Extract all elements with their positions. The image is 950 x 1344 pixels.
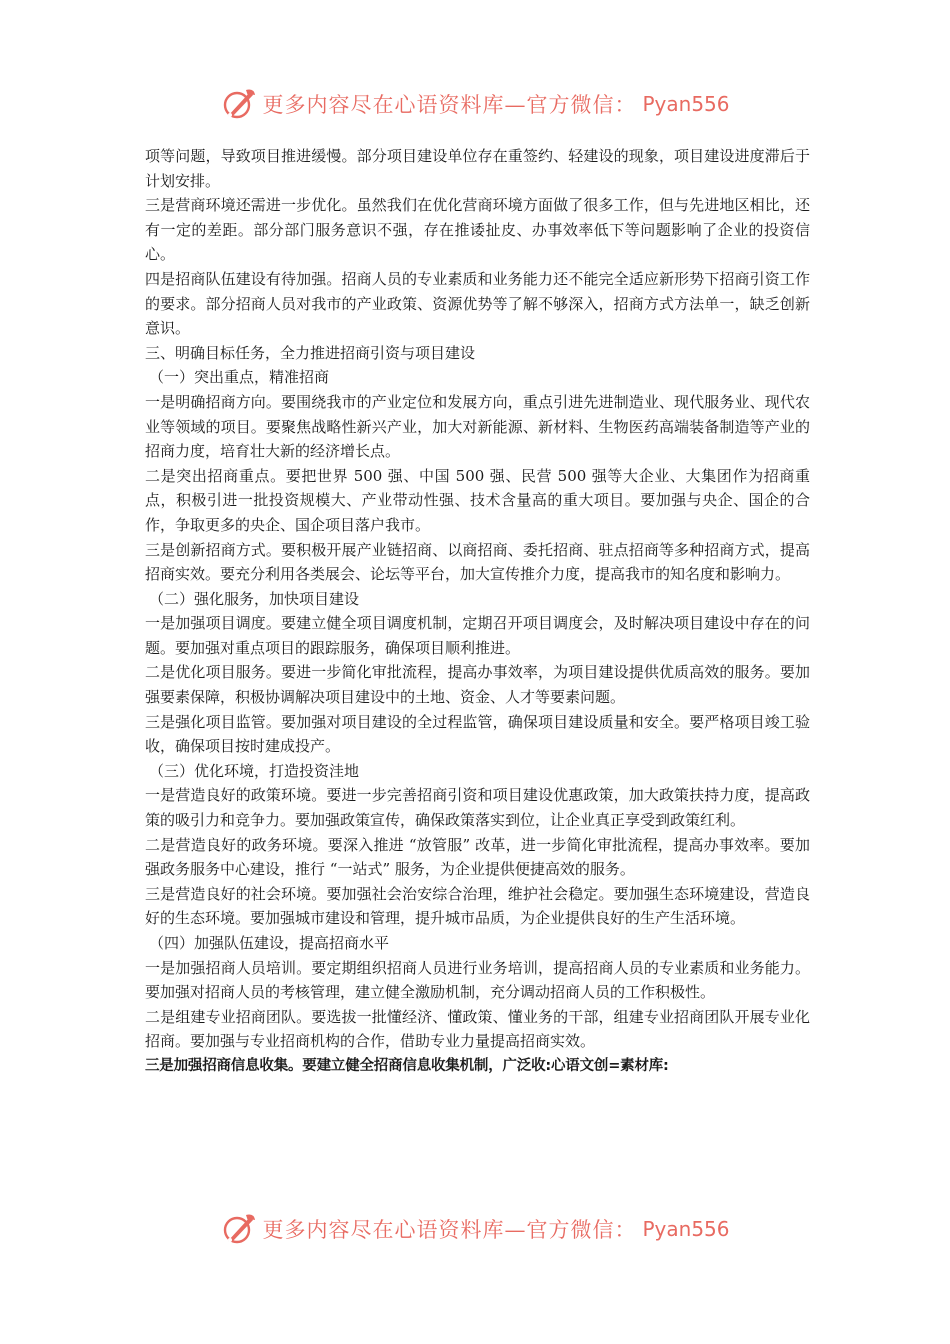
body-paragraph: 三是营造良好的社会环境。要加强社会治安综合治理，维护社会稳定。要加强生态环境建设，营造良好的生态环境。要加强城市建设和管理，提升城市品质，为企业提供良好的生产生活环境。	[145, 884, 810, 928]
body-paragraph: 一是加强招商人员培训。要定期组织招商人员进行业务培训，提高招商人员的专业素质和业务能力。要加强对招商人员的考核管理，建立健全激励机制，充分调动招商人员的工作积极性。	[145, 958, 810, 1002]
body-paragraph: 三是营商环境还需进一步优化。虽然我们在优化营商环境方面做了很多工作，但与先进地区相比，还有一定的差距。部分部门服务意识不强，存在推诿扯皮、办事效率低下等问题影响了企业的投资信心。	[145, 196, 810, 264]
subsection-heading: （四）加强队伍建设，提高招商水平	[149, 934, 390, 952]
body-paragraph: 一是明确招商方向。要围绕我市的产业定位和发展方向，重点引进先进制造业、现代服务业、现代农业等领域的项目。要聚焦战略性新兴产业，加大对新能源、新材料、生物医药高端装备制造等产业的招商力度，培育壮大新的经济增长点。	[145, 392, 810, 461]
subsection-heading: （三）优化环境，打造投资洼地	[149, 761, 360, 780]
body-paragraph: 三是强化项目监管。要加强对项目建设的全过程监管，确保项目建设质量和安全。要严格项目竣工验收，确保项目按时建成投产。	[145, 712, 810, 756]
subsection-heading: （一）突出重点，精准招商	[149, 368, 330, 387]
banner-wechat-id: Pyan556	[642, 1217, 730, 1241]
section-heading: 三、明确目标任务，全力推进招商引资与项目建设	[145, 343, 476, 362]
body-paragraph: 一是营造良好的政策环境。要进一步完善招商引资和项目建设优惠政策，加大政策扶持力度，提高政策的吸引力和竞争力。要加强政策宣传，确保政策落实到位，让企业真正享受到政策红利。	[145, 786, 810, 830]
banner-text: 更多内容尽在心语资料库—官方微信：	[262, 1218, 637, 1242]
footer-watermark-banner	[0, 1209, 950, 1249]
header-watermark-banner	[0, 84, 950, 124]
body-paragraph: 二是组建专业招商团队。要选拔一批懂经济、懂政策、懂业务的干部，组建专业招商团队开展专业化招商。要加强与专业招商机构的合作，借助专业力量提高招商实效。	[145, 1007, 810, 1051]
banner-wechat-id: Pyan556	[642, 92, 730, 116]
quill-pen-logo-icon	[220, 86, 258, 122]
subsection-heading: （二）强化服务，加快项目建设	[149, 589, 360, 608]
body-paragraph: 二是优化项目服务。要进一步简化审批流程，提高办事效率，为项目建设提供优质高效的服务。要加强要素保障，积极协调解决项目建设中的土地、资金、人才等要素问题。	[145, 663, 810, 707]
body-paragraph: 四是招商队伍建设有待加强。招商人员的专业素质和业务能力还不能完全适应新形势下招商引资工作的要求。部分招商人员对我市的产业政策、资源优势等了解不够深入，招商方式方法单一，缺乏创新意识。	[145, 269, 810, 338]
body-paragraph: 三是创新招商方式。要积极开展产业链招商、以商招商、委托招商、驻点招商等多种招商方式，提高招商实效。要充分利用各类展会、论坛等平台，加大宣传推介力度，提高我市的知名度和影响力。	[145, 540, 810, 584]
body-paragraph: 项等问题，导致项目推进缓慢。部分项目建设单位存在重签约、轻建设的现象，项目建设进度滞后于计划安排。	[145, 147, 810, 190]
bold-paragraph: 三是加强招商信息收集。要建立健全招商信息收集机制，广泛收:心语文创=素材库:	[145, 1057, 669, 1074]
document-body	[145, 144, 810, 1079]
body-paragraph: 一是加强项目调度。要建立健全项目调度机制，定期召开项目调度会，及时解决项目建设中存在的问题。要加强对重点项目的跟踪服务，确保项目顺利推进。	[145, 614, 810, 657]
quill-pen-logo-icon	[220, 1211, 258, 1247]
body-paragraph: 二是营造良好的政务环境。要深入推进 “放管服” 改革，进一步简化审批流程，提高办事效率。要加强政务服务中心建设，推行 “一站式” 服务，为企业提供便捷高效的服务。	[145, 835, 810, 879]
banner-text: 更多内容尽在心语资料库—官方微信：	[262, 93, 637, 117]
body-paragraph: 二是突出招商重点。要把世界 500 强、中国 500 强、民营 500 强等大企业、大集团作为招商重点，积极引进一批投资规模大、产业带动性强、技术含量高的重大项目。要加强与央企、国企的合作，争取更多的央企、国企项目落户我市。	[145, 466, 810, 534]
